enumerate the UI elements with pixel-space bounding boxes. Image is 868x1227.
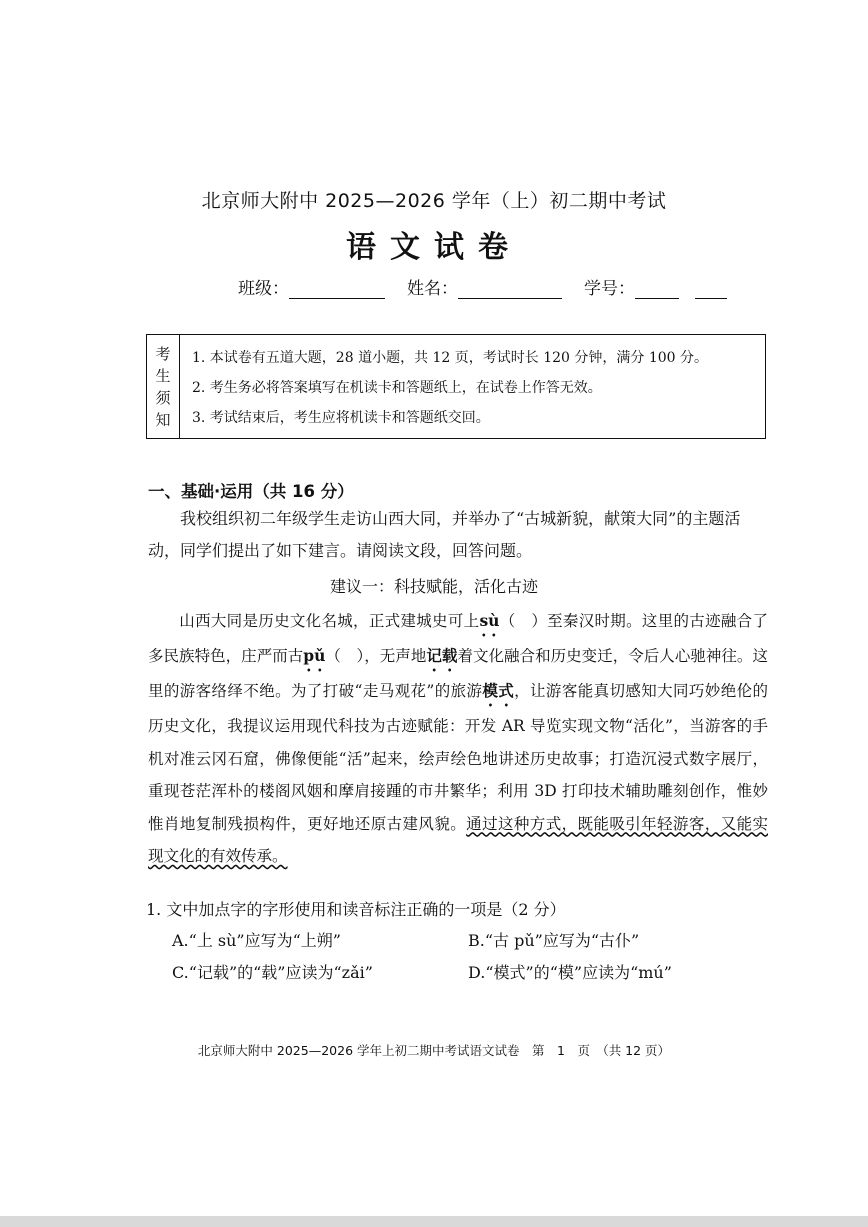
passage-text: （ ），无声地: [325, 647, 427, 665]
scan-edge: [0, 1216, 868, 1227]
passage-text: 山西大同是历史文化名城，正式建城史可上: [179, 612, 480, 630]
underlined-sentence: 通过这种方式，既能吸引年轻游客，又能实现文化的有效传承。: [148, 814, 768, 865]
student-info-row: [238, 274, 758, 299]
notice-item: 2. 考生务必将答案填写在机读卡和答题纸上，在试卷上作答无效。: [192, 380, 602, 396]
notice-side-char: 考: [155, 344, 171, 363]
notice-list: [180, 335, 708, 438]
pinyin-dotted: pǔ: [303, 646, 326, 665]
class-field[interactable]: [289, 278, 385, 299]
subject-title: 语文试卷: [346, 230, 522, 265]
class-label: 班级：: [238, 279, 289, 299]
notice-side-char: 知: [155, 410, 171, 429]
passage-text: （ ）至秦汉时期。这里的古迹融合了多民族特色，庄严而古: [148, 612, 768, 665]
passage-text: ，让游客能真切感知大同巧妙绝伦的历史文化，我提议运用现代科技为古迹赋能：开发 AR 导览实现文物“活化”，当游客的手机对准云冈石窟，佛像便能“活”起来，绘声绘色地讲述历史故事；打造沉浸式数字展厅，重现苍茫浑朴的楼阁风姻和摩肩接踵的市井繁华；利用 3D 打印技术辅助雕刻创作，惟妙惟肖地复制残损构件，更好地还原古建风貌。: [148, 682, 768, 833]
page-footer: 北京师大附中 2025—2026 学年上初二期中考试语文试卷 第 1 页 （共 12 页）: [197, 1043, 671, 1058]
notice-item: 3. 考试结束后，考生应将机读卡和答题纸交回。: [192, 410, 490, 426]
exam-notice-box: [146, 334, 766, 439]
id-field-part1[interactable]: [635, 278, 679, 299]
notice-side-char: 生: [155, 366, 171, 385]
option-c[interactable]: C.“记载”的“载”应读为“zǎi”: [172, 963, 373, 982]
id-field-part2[interactable]: [695, 278, 727, 299]
notice-item: 1. 本试卷有五道大题，28 道小题，共 12 页，考试时长 120 分钟，满分 100 分。: [192, 350, 709, 366]
pinyin-dotted: sù: [479, 611, 500, 630]
name-field[interactable]: [458, 278, 562, 299]
passage-text: 着文化融合和历史变迁，令后人心驰神往。这里的游客络绎不绝。为了打破“走马观花”的旅游: [148, 647, 768, 700]
school-title: 北京师大附中 2025—2026 学年（上）初二期中考试: [201, 190, 667, 212]
notice-side-char: 须: [155, 388, 171, 407]
dotted-word: 模式: [482, 681, 515, 700]
option-b[interactable]: B.“古 pǔ”应写为“古仆”: [468, 931, 640, 950]
name-label: 姓名：: [407, 279, 458, 299]
notice-side-label: [147, 335, 180, 438]
dotted-word: 记载: [426, 646, 458, 665]
question-1-stem: 1. 文中加点字的字形使用和读音标注正确的一项是（2 分）: [146, 900, 566, 919]
suggestion-title: 建议一：科技赋能，活化古迹: [329, 577, 538, 596]
option-a[interactable]: A.“上 sù”应写为“上朔”: [172, 931, 341, 950]
reading-passage: [148, 605, 768, 873]
id-label: 学号：: [584, 279, 635, 299]
section-heading: 一、基础·运用（共 16 分）: [148, 482, 354, 501]
section-intro: 我校组织初二年级学生走访山西大同，并举办了“古城新貌，献策大同”的主题活动，同学们提出了如下建言。请阅读文段，回答问题。: [148, 509, 741, 560]
option-d[interactable]: D.“模式”的“模”应读为“mú”: [468, 963, 672, 982]
